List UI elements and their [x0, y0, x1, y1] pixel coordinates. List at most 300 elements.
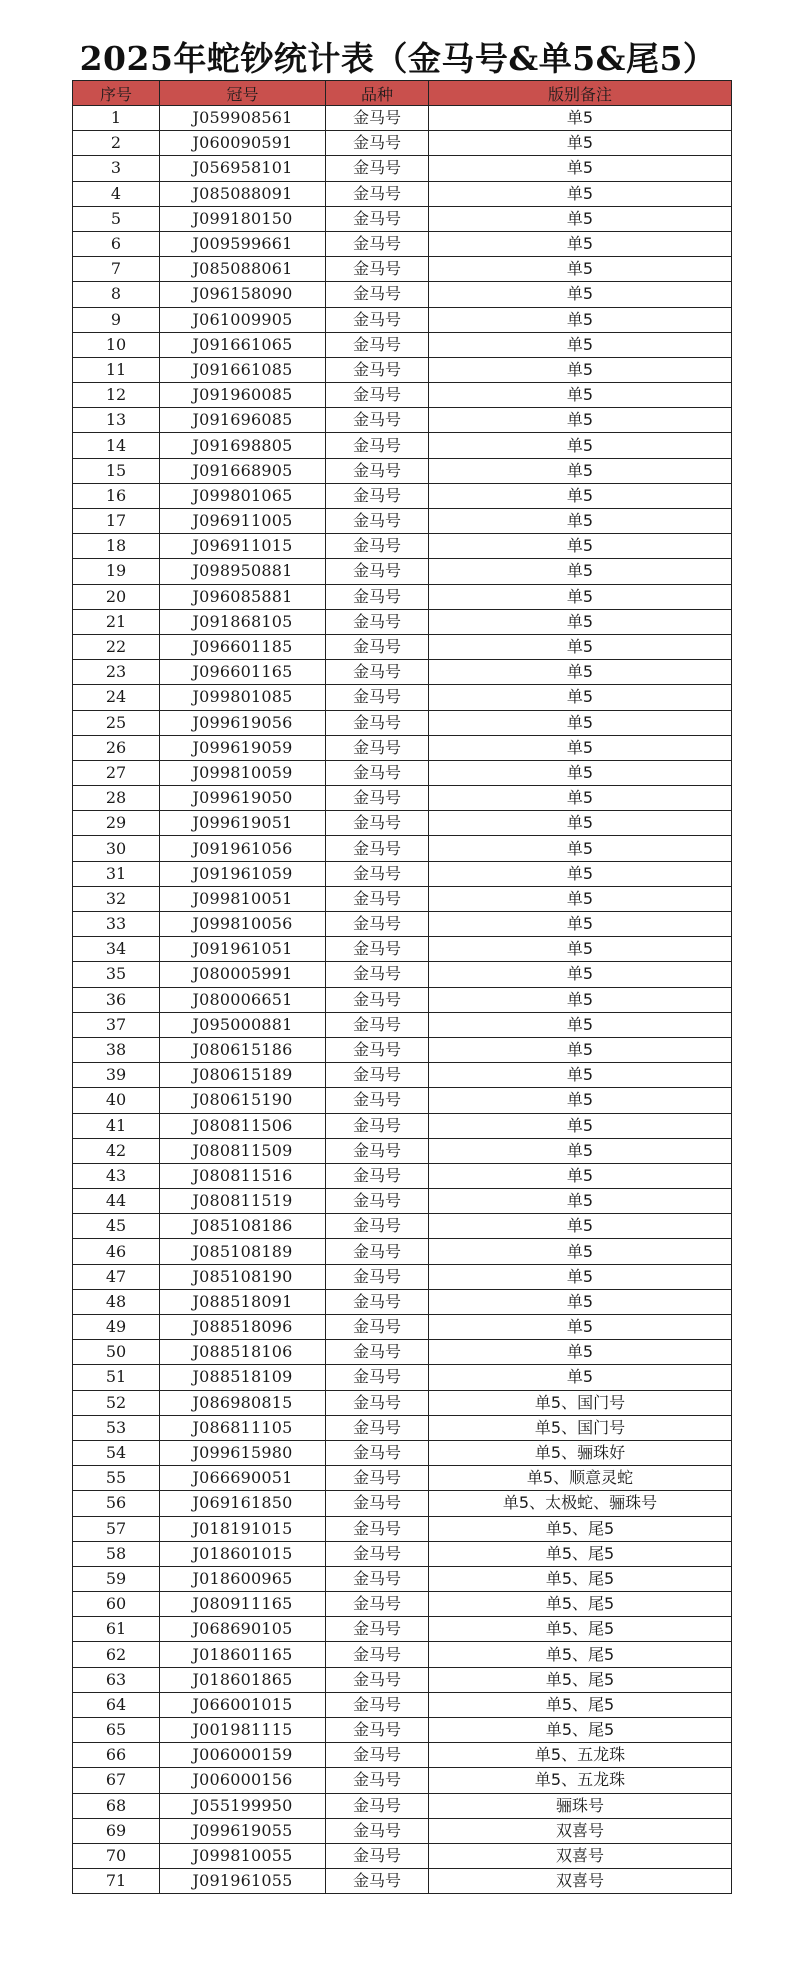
table-row	[73, 1541, 732, 1566]
notes-cell: 单5、尾5	[429, 1541, 732, 1566]
serial-number-cell: J085108189	[160, 1239, 326, 1264]
row-index-cell: 37	[73, 1012, 160, 1037]
table-row	[73, 156, 732, 181]
serial-number-cell: J018191015	[160, 1516, 326, 1541]
serial-number-cell: J096601185	[160, 634, 326, 659]
table-row	[73, 1088, 732, 1113]
variety-cell: 金马号	[326, 383, 429, 408]
row-index-cell: 60	[73, 1592, 160, 1617]
notes-cell: 单5	[429, 131, 732, 156]
variety-cell: 金马号	[326, 1692, 429, 1717]
notes-cell: 单5	[429, 257, 732, 282]
table-row	[73, 1063, 732, 1088]
notes-cell: 单5	[429, 383, 732, 408]
table-row	[73, 660, 732, 685]
notes-cell: 双喜号	[429, 1869, 732, 1894]
notes-cell: 单5	[429, 962, 732, 987]
variety-cell: 金马号	[326, 181, 429, 206]
row-index-cell: 25	[73, 710, 160, 735]
table-row	[73, 760, 732, 785]
row-index-cell: 52	[73, 1390, 160, 1415]
row-index-cell: 14	[73, 433, 160, 458]
row-index-cell: 34	[73, 937, 160, 962]
table-row	[73, 1138, 732, 1163]
serial-number-cell: J066690051	[160, 1466, 326, 1491]
row-index-cell: 42	[73, 1138, 160, 1163]
table-row	[73, 1642, 732, 1667]
variety-cell: 金马号	[326, 786, 429, 811]
notes-cell: 单5	[429, 609, 732, 634]
table-row	[73, 1214, 732, 1239]
table-row	[73, 987, 732, 1012]
row-index-cell: 57	[73, 1516, 160, 1541]
variety-cell: 金马号	[326, 760, 429, 785]
variety-cell: 金马号	[326, 811, 429, 836]
table-row	[73, 257, 732, 282]
row-index-cell: 15	[73, 458, 160, 483]
notes-cell: 单5	[429, 1088, 732, 1113]
notes-cell: 单5	[429, 685, 732, 710]
notes-cell: 单5	[429, 559, 732, 584]
variety-cell: 金马号	[326, 1592, 429, 1617]
notes-cell: 单5	[429, 106, 732, 131]
serial-number-cell: J091868105	[160, 609, 326, 634]
table-row	[73, 231, 732, 256]
serial-number-cell: J009599661	[160, 231, 326, 256]
serial-number-cell: J001981115	[160, 1718, 326, 1743]
serial-number-cell: J091961051	[160, 937, 326, 962]
table-row	[73, 1491, 732, 1516]
variety-cell: 金马号	[326, 1667, 429, 1692]
variety-cell: 金马号	[326, 1189, 429, 1214]
serial-number-cell: J099810059	[160, 760, 326, 785]
row-index-cell: 20	[73, 584, 160, 609]
variety-cell: 金马号	[326, 408, 429, 433]
serial-number-cell: J099801085	[160, 685, 326, 710]
notes-cell: 单5	[429, 1037, 732, 1062]
serial-number-cell: J085108186	[160, 1214, 326, 1239]
variety-cell: 金马号	[326, 1718, 429, 1743]
serial-number-cell: J068690105	[160, 1617, 326, 1642]
row-index-cell: 27	[73, 760, 160, 785]
variety-cell: 金马号	[326, 282, 429, 307]
variety-cell: 金马号	[326, 1163, 429, 1188]
row-index-cell: 9	[73, 307, 160, 332]
serial-number-cell: J059908561	[160, 106, 326, 131]
row-index-cell: 3	[73, 156, 160, 181]
variety-cell: 金马号	[326, 609, 429, 634]
row-index-cell: 5	[73, 206, 160, 231]
notes-cell: 单5	[429, 1214, 732, 1239]
variety-cell: 金马号	[326, 1869, 429, 1894]
serial-number-cell: J061009905	[160, 307, 326, 332]
row-index-cell: 18	[73, 534, 160, 559]
table-row	[73, 1390, 732, 1415]
variety-cell: 金马号	[326, 1088, 429, 1113]
row-index-cell: 67	[73, 1768, 160, 1793]
column-header-serial: 冠号	[160, 81, 326, 106]
serial-number-cell: J091698805	[160, 433, 326, 458]
notes-cell: 单5	[429, 408, 732, 433]
variety-cell: 金马号	[326, 1743, 429, 1768]
table-row	[73, 1163, 732, 1188]
serial-number-cell: J099619056	[160, 710, 326, 735]
table-row	[73, 1566, 732, 1591]
variety-cell: 金马号	[326, 1491, 429, 1516]
serial-number-cell: J018601165	[160, 1642, 326, 1667]
serial-number-cell: J098950881	[160, 559, 326, 584]
serial-number-cell: J099619050	[160, 786, 326, 811]
row-index-cell: 40	[73, 1088, 160, 1113]
row-index-cell: 44	[73, 1189, 160, 1214]
table-row	[73, 1037, 732, 1062]
variety-cell: 金马号	[326, 937, 429, 962]
table-row	[73, 1113, 732, 1138]
table-row	[73, 786, 732, 811]
serial-number-cell: J060090591	[160, 131, 326, 156]
notes-cell: 单5、尾5	[429, 1617, 732, 1642]
serial-number-cell: J080811519	[160, 1189, 326, 1214]
table-row	[73, 1818, 732, 1843]
serial-number-cell: J069161850	[160, 1491, 326, 1516]
serial-number-cell: J086811105	[160, 1415, 326, 1440]
row-index-cell: 59	[73, 1566, 160, 1591]
serial-number-cell: J099810051	[160, 886, 326, 911]
variety-cell: 金马号	[326, 534, 429, 559]
serial-number-cell: J091961056	[160, 836, 326, 861]
serial-number-cell: J096085881	[160, 584, 326, 609]
variety-cell: 金马号	[326, 1466, 429, 1491]
variety-cell: 金马号	[326, 307, 429, 332]
row-index-cell: 31	[73, 861, 160, 886]
variety-cell: 金马号	[326, 1440, 429, 1465]
variety-cell: 金马号	[326, 257, 429, 282]
notes-cell: 单5、尾5	[429, 1566, 732, 1591]
table-row	[73, 181, 732, 206]
table-row	[73, 131, 732, 156]
notes-cell: 单5、骊珠好	[429, 1440, 732, 1465]
row-index-cell: 6	[73, 231, 160, 256]
notes-cell: 单5、尾5	[429, 1592, 732, 1617]
serial-number-cell: J091960085	[160, 383, 326, 408]
row-index-cell: 4	[73, 181, 160, 206]
notes-cell: 单5	[429, 1315, 732, 1340]
variety-cell: 金马号	[326, 1390, 429, 1415]
notes-cell: 单5	[429, 786, 732, 811]
variety-cell: 金马号	[326, 131, 429, 156]
serial-number-cell: J056958101	[160, 156, 326, 181]
table-row	[73, 307, 732, 332]
row-index-cell: 63	[73, 1667, 160, 1692]
notes-cell: 单5、尾5	[429, 1692, 732, 1717]
stats-table	[72, 80, 732, 1894]
row-index-cell: 32	[73, 886, 160, 911]
variety-cell: 金马号	[326, 1365, 429, 1390]
serial-number-cell: J055199950	[160, 1793, 326, 1818]
table-row	[73, 1466, 732, 1491]
notes-cell: 双喜号	[429, 1818, 732, 1843]
notes-cell: 单5、尾5	[429, 1516, 732, 1541]
serial-number-cell: J099619059	[160, 735, 326, 760]
row-index-cell: 30	[73, 836, 160, 861]
notes-cell: 单5	[429, 987, 732, 1012]
variety-cell: 金马号	[326, 1516, 429, 1541]
variety-cell: 金马号	[326, 584, 429, 609]
variety-cell: 金马号	[326, 357, 429, 382]
table-row	[73, 282, 732, 307]
notes-cell: 单5	[429, 181, 732, 206]
row-index-cell: 58	[73, 1541, 160, 1566]
variety-cell: 金马号	[326, 231, 429, 256]
notes-cell: 单5	[429, 937, 732, 962]
table-row	[73, 534, 732, 559]
page-title: 2025年蛇钞统计表（金马号&单5&尾5）	[79, 39, 717, 78]
notes-cell: 单5	[429, 458, 732, 483]
row-index-cell: 26	[73, 735, 160, 760]
table-row	[73, 1239, 732, 1264]
variety-cell: 金马号	[326, 660, 429, 685]
row-index-cell: 29	[73, 811, 160, 836]
notes-cell: 单5	[429, 156, 732, 181]
serial-number-cell: J080006651	[160, 987, 326, 1012]
variety-cell: 金马号	[326, 559, 429, 584]
row-index-cell: 23	[73, 660, 160, 685]
row-index-cell: 69	[73, 1818, 160, 1843]
row-index-cell: 55	[73, 1466, 160, 1491]
row-index-cell: 28	[73, 786, 160, 811]
table-row	[73, 584, 732, 609]
serial-number-cell: J091961059	[160, 861, 326, 886]
row-index-cell: 10	[73, 332, 160, 357]
variety-cell: 金马号	[326, 1617, 429, 1642]
variety-cell: 金马号	[326, 106, 429, 131]
table-row	[73, 559, 732, 584]
row-index-cell: 64	[73, 1692, 160, 1717]
table-row	[73, 634, 732, 659]
table-row	[73, 1692, 732, 1717]
serial-number-cell: J091696085	[160, 408, 326, 433]
row-index-cell: 49	[73, 1315, 160, 1340]
notes-cell: 单5、尾5	[429, 1642, 732, 1667]
serial-number-cell: J080811516	[160, 1163, 326, 1188]
table-row	[73, 509, 732, 534]
notes-cell: 单5	[429, 332, 732, 357]
notes-cell: 单5	[429, 1365, 732, 1390]
table-row	[73, 106, 732, 131]
row-index-cell: 17	[73, 509, 160, 534]
table-row	[73, 861, 732, 886]
row-index-cell: 45	[73, 1214, 160, 1239]
variety-cell: 金马号	[326, 1541, 429, 1566]
row-index-cell: 36	[73, 987, 160, 1012]
table-row	[73, 357, 732, 382]
variety-cell: 金马号	[326, 1768, 429, 1793]
table-row	[73, 1340, 732, 1365]
notes-cell: 单5	[429, 811, 732, 836]
serial-number-cell: J096158090	[160, 282, 326, 307]
table-row	[73, 836, 732, 861]
row-index-cell: 48	[73, 1289, 160, 1314]
row-index-cell: 66	[73, 1743, 160, 1768]
table-row	[73, 710, 732, 735]
notes-cell: 单5	[429, 1264, 732, 1289]
serial-number-cell: J096601165	[160, 660, 326, 685]
variety-cell: 金马号	[326, 509, 429, 534]
table-row	[73, 1012, 732, 1037]
table-row	[73, 1415, 732, 1440]
notes-cell: 单5	[429, 206, 732, 231]
variety-cell: 金马号	[326, 1037, 429, 1062]
notes-cell: 单5	[429, 912, 732, 937]
variety-cell: 金马号	[326, 987, 429, 1012]
serial-number-cell: J091961055	[160, 1869, 326, 1894]
row-index-cell: 65	[73, 1718, 160, 1743]
row-index-cell: 13	[73, 408, 160, 433]
variety-cell: 金马号	[326, 1818, 429, 1843]
table-row	[73, 206, 732, 231]
serial-number-cell: J088518106	[160, 1340, 326, 1365]
column-header-notes: 版别备注	[429, 81, 732, 106]
notes-cell: 单5	[429, 634, 732, 659]
serial-number-cell: J091661085	[160, 357, 326, 382]
notes-cell: 单5	[429, 357, 732, 382]
serial-number-cell: J099180150	[160, 206, 326, 231]
notes-cell: 单5	[429, 861, 732, 886]
notes-cell: 双喜号	[429, 1843, 732, 1868]
variety-cell: 金马号	[326, 634, 429, 659]
row-index-cell: 1	[73, 106, 160, 131]
notes-cell: 单5	[429, 1340, 732, 1365]
variety-cell: 金马号	[326, 1843, 429, 1868]
variety-cell: 金马号	[326, 962, 429, 987]
serial-number-cell: J080615186	[160, 1037, 326, 1062]
notes-cell: 单5	[429, 1063, 732, 1088]
row-index-cell: 7	[73, 257, 160, 282]
serial-number-cell: J099619051	[160, 811, 326, 836]
notes-cell: 单5、国门号	[429, 1415, 732, 1440]
variety-cell: 金马号	[326, 1239, 429, 1264]
variety-cell: 金马号	[326, 1793, 429, 1818]
notes-cell: 单5、顺意灵蛇	[429, 1466, 732, 1491]
notes-cell: 单5	[429, 509, 732, 534]
variety-cell: 金马号	[326, 861, 429, 886]
variety-cell: 金马号	[326, 1214, 429, 1239]
serial-number-cell: J088518091	[160, 1289, 326, 1314]
row-index-cell: 43	[73, 1163, 160, 1188]
table-row	[73, 1315, 732, 1340]
table-row	[73, 912, 732, 937]
notes-cell: 单5	[429, 1113, 732, 1138]
serial-number-cell: J006000159	[160, 1743, 326, 1768]
table-row	[73, 886, 732, 911]
row-index-cell: 11	[73, 357, 160, 382]
serial-number-cell: J080615190	[160, 1088, 326, 1113]
row-index-cell: 8	[73, 282, 160, 307]
row-index-cell: 24	[73, 685, 160, 710]
notes-cell: 骊珠号	[429, 1793, 732, 1818]
variety-cell: 金马号	[326, 685, 429, 710]
serial-number-cell: J018600965	[160, 1566, 326, 1591]
variety-cell: 金马号	[326, 1138, 429, 1163]
serial-number-cell: J099810055	[160, 1843, 326, 1868]
notes-cell: 单5	[429, 534, 732, 559]
table-row	[73, 1516, 732, 1541]
variety-cell: 金马号	[326, 1264, 429, 1289]
table-header-row	[73, 81, 732, 106]
row-index-cell: 56	[73, 1491, 160, 1516]
row-index-cell: 39	[73, 1063, 160, 1088]
table-row	[73, 1718, 732, 1743]
table-row	[73, 408, 732, 433]
serial-number-cell: J018601865	[160, 1667, 326, 1692]
serial-number-cell: J091668905	[160, 458, 326, 483]
variety-cell: 金马号	[326, 1113, 429, 1138]
row-index-cell: 2	[73, 131, 160, 156]
table-row	[73, 1592, 732, 1617]
serial-number-cell: J091661065	[160, 332, 326, 357]
table-row	[73, 1264, 732, 1289]
variety-cell: 金马号	[326, 1063, 429, 1088]
row-index-cell: 41	[73, 1113, 160, 1138]
serial-number-cell: J099619055	[160, 1818, 326, 1843]
table-row	[73, 1843, 732, 1868]
variety-cell: 金马号	[326, 1415, 429, 1440]
row-index-cell: 71	[73, 1869, 160, 1894]
serial-number-cell: J080615189	[160, 1063, 326, 1088]
serial-number-cell: J099615980	[160, 1440, 326, 1465]
variety-cell: 金马号	[326, 156, 429, 181]
notes-cell: 单5	[429, 660, 732, 685]
notes-cell: 单5	[429, 710, 732, 735]
serial-number-cell: J085088091	[160, 181, 326, 206]
notes-cell: 单5	[429, 1239, 732, 1264]
serial-number-cell: J080005991	[160, 962, 326, 987]
serial-number-cell: J096911005	[160, 509, 326, 534]
column-header-variety: 品种	[326, 81, 429, 106]
serial-number-cell: J080811506	[160, 1113, 326, 1138]
serial-number-cell: J095000881	[160, 1012, 326, 1037]
row-index-cell: 54	[73, 1440, 160, 1465]
table-row	[73, 811, 732, 836]
serial-number-cell: J085108190	[160, 1264, 326, 1289]
notes-cell: 单5、五龙珠	[429, 1743, 732, 1768]
row-index-cell: 46	[73, 1239, 160, 1264]
serial-number-cell: J086980815	[160, 1390, 326, 1415]
serial-number-cell: J066001015	[160, 1692, 326, 1717]
variety-cell: 金马号	[326, 483, 429, 508]
notes-cell: 单5、国门号	[429, 1390, 732, 1415]
serial-number-cell: J080911165	[160, 1592, 326, 1617]
notes-cell: 单5	[429, 735, 732, 760]
variety-cell: 金马号	[326, 735, 429, 760]
notes-cell: 单5	[429, 483, 732, 508]
row-index-cell: 35	[73, 962, 160, 987]
serial-number-cell: J006000156	[160, 1768, 326, 1793]
row-index-cell: 61	[73, 1617, 160, 1642]
variety-cell: 金马号	[326, 433, 429, 458]
notes-cell: 单5、五龙珠	[429, 1768, 732, 1793]
notes-cell: 单5	[429, 886, 732, 911]
table-row	[73, 1617, 732, 1642]
row-index-cell: 50	[73, 1340, 160, 1365]
notes-cell: 单5、太极蛇、骊珠号	[429, 1491, 732, 1516]
variety-cell: 金马号	[326, 886, 429, 911]
table-row	[73, 1793, 732, 1818]
variety-cell: 金马号	[326, 206, 429, 231]
serial-number-cell: J018601015	[160, 1541, 326, 1566]
serial-number-cell: J088518109	[160, 1365, 326, 1390]
row-index-cell: 19	[73, 559, 160, 584]
